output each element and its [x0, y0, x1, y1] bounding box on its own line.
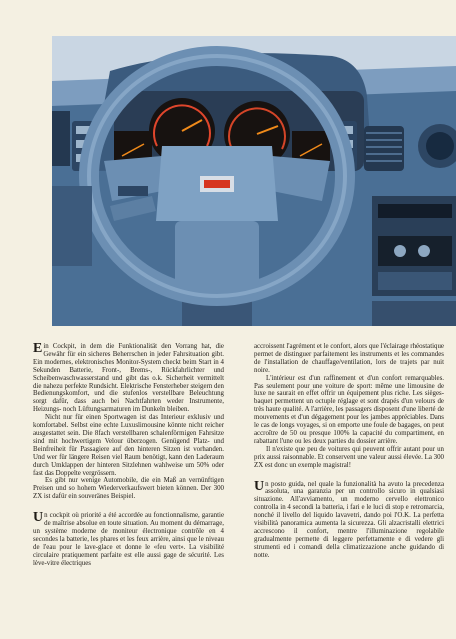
dropcap: U [33, 510, 44, 526]
dropcap: E [33, 341, 43, 356]
german-paragraph-2: Nicht nur für einen Sportwagen ist das Interieur exklusiv und komfortabel. Selbst eine echte Luxuslimousine könnte nicht reicher ausgestattet sein. Die 8fach verstellbaren schalenförmigen Fahrsitze sind mit hochwertigem Velour überzogen. Genügend Platz- und Beinfreiheit für Passagiere auf den hinteren Sitzen ist vorhanden. Und wer für längere Reisen viel Raum benötigt, kann den Laderaum durch Umklappen der hinteren Sitzlehnen wahlweise um 50% oder fast das Doppelte vergrössern. [33, 414, 224, 477]
italian-paragraph-1: Un posto guida, nel quale la funzionalità ha avuto la precedenza assoluta, una garanzia per un controllo sicuro in qualsiasi situazione. All'avviamento, un moderno cervello elettronico controlla in 4 secondi la batteria, i fari e le luci di stop e retromarcia, nonché il livello del liquido lavavetri, dando poi l'O.K. La perfetta visibilità panoramica aumenta la sicurezza. Gli alzacristalli elettrici accrescono il confort, mentre l'illuminazione regolabile gradualmente permette di leggere perfettamente e di vedere gli strumenti ed i comandi della climatizzazione anche guidando di notte. [254, 478, 444, 559]
french-paragraph-2: accroissent l'agrément et le confort, alors que l'éclairage rhéostatique permet de distinguer parfaitement les instruments et les commandes de l'installation de chauffage/ventilation, lors de trajets par nuit noire. [254, 343, 444, 374]
column-right [254, 343, 444, 560]
column-left [33, 343, 224, 567]
german-paragraph-3: Es gibt nur wenige Automobile, die ein Maß an vernünftigen Preisen und so hohem Wiederverkaufswert bieten können. Der 300 ZX ist dafür ein souveränes Beispiel. [33, 477, 224, 501]
french-paragraph-1: Un cockpit où priorité a été accordée au fonctionnalisme, garantie de maîtrise absolue en toute situation. Au moment du démarrage, un système moderne de moniteur électronique contrôle en 4 secondes la batterie, les phares et les feux arrière, ainsi que le niveau de l'eau pour le lave-glace et donne le «feu vert». La visibilité circulaire pratiquement parfaite est elle aussi gage de sécurité. Les lève-vitre électriques [33, 510, 224, 567]
french-paragraph-4: Il n'existe que peu de voitures qui peuvent offrir autant pour un prix aussi raisonnable. Et conservent une valeur aussi élevée. La 300 ZX est donc un exemple magistral! [254, 445, 444, 469]
french-paragraph-3: L'intérieur est d'un raffinement et d'un confort remarquables. Pas seulement pour une voiture de sport: même une limousine de luxe ne saurait en effet offrir un équipement plus riche. Les sièges-baquet permettent un octuple réglage et sont drapés d'un velours de très haute qualité. A l'arrière, les passagers disposent d'une liberté de mouvements et d'un dégagement pour les jambes appréciables. Dans le cas de longs voyages, si on emporte une foule de bagages, on peut accroître de 50 ou presque 100% la capacité du compartiment, en rabattant l'une ou les deux parties du dossier arrière. [254, 374, 444, 445]
german-paragraph-1: Ein Cockpit, in dem die Funktionalität den Vorrang hat, die Gewähr für ein sicheres Beherrschen in jeder Fahrsituation gibt. Ein modernes, elektronisches Monitor-System checkt beim Start in 4 Sekunden Batterie, Front-, Brems-, Rückfahrlichter und Scheibenwaschwasserstand und gibt das o.k. Sicherheit vermittelt die nahezu perfekte Rundsicht. Elektrische Fensterheber steigern den Bedienungskomfort, und die stufenlos verstellbare Beleuchtung sorgt dafür, dass auch bei Nachtfahrten weder Instrumente, Heizungs- noch Lüftungsarmaturen im Dunkeln bleiben. [33, 341, 224, 414]
cockpit-photo [52, 36, 456, 326]
dropcap: U [254, 478, 265, 494]
